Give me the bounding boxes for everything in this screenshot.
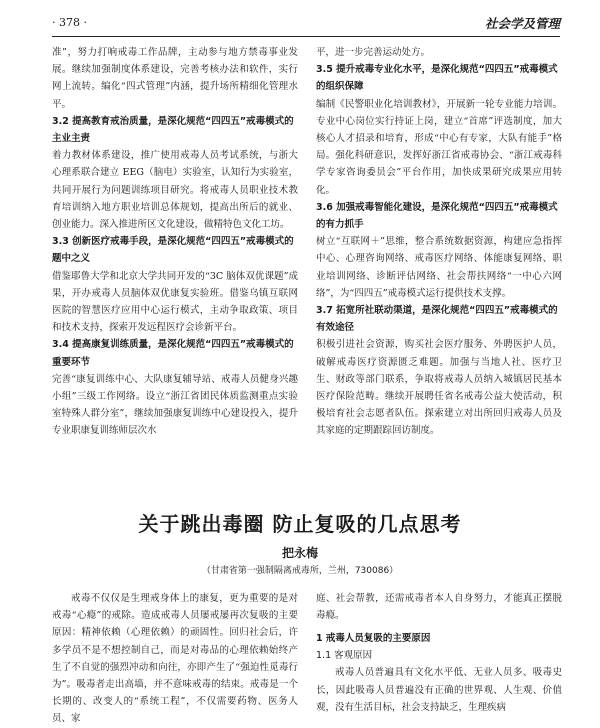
heading-3-6: 3.6 加强戒毒智能化建设，是深化规范“四四五”戒毒模式的有力抓手 <box>316 201 558 231</box>
paragraph-3-5: 编制《民警职业化培训教材》，开展新一轮专业能力培训。专业中心岗位实行持证上岗，建立“首席”评选制度，加大核心人才招录和培育，形成“中心有专家，大队有能手”格局。强化科研意识，发挥好浙江省戒毒协会、“浙江戒毒科学专家咨询委员会”平台作用，加快成果研究成果应用转化。 <box>316 98 562 196</box>
left-column <box>52 44 298 437</box>
intro-paragraph-continued: 庭、社会帮教，还需戒毒者本人自身努力，才能真正摆脱毒瘾。 <box>316 593 562 622</box>
paragraph-continued-right: 平，进一步完善运动处方。 <box>316 47 431 58</box>
heading-3-4: 3.4 提高康复训练质量，是深化规范“四四五”戒毒模式的重要环节 <box>52 339 294 368</box>
heading-3-7: 3.7 拓宽所社联动渠道，是深化规范“四四五”戒毒模式的有效途径 <box>316 305 558 334</box>
paragraph-3-4: 完善“康复训练中心、大队康复辅导站、戒毒人员健身兴趣小组”三级工作网络。设立“浙江省团民体质监测重点实验室特殊人群分室”，继续加强康复训练中心建设投入，提升专业职康复训练师层次水 <box>52 373 298 437</box>
paragraph-3-7: 积极引进社会资源，购买社会医疗服务、外聘医护人员，破解戒毒医疗资源匮乏难题。加强与当地人社、医疗卫生、财政等部门联系，争取将戒毒人员纳入城镇居民基本医疗保险范畴。继续开展聘任省名戒毒公益大使活动，积极培育社会志愿者队伍。探索建立对出所回归戒毒人员及其家庭的定期跟踪回访制度。 <box>316 339 562 437</box>
paragraph-1-1: 戒毒人员普遍具有文化水平低、无业人员多、吸毒史长，因此吸毒人员普遍没有正确的世界观、人生观、价值观，没有生活目标，社会支持缺乏，生理疾病 <box>316 667 562 713</box>
heading-3-3: 3.3 创新医疗戒毒手段，是深化规范“四四五”戒毒模式的题中之义 <box>52 236 294 265</box>
heading-3-2: 3.2 提高教育戒治质量，是深化规范“四四五”戒毒模式的主业主责 <box>52 115 294 145</box>
article-author: 把永梅 <box>281 546 318 560</box>
author-affiliation: （甘肃省第一强制隔离戒毒所，兰州，730086） <box>201 566 399 576</box>
lower-text-columns <box>52 590 572 723</box>
paragraph-continued: 准”，努力打响戒毒工作品牌，主动参与地方禁毒事业发展。继续加强制度体系建设，完善考核办法和软件，实行网上流转。编化“四式管理”内涵，提升场所精细化管理水平。 <box>52 47 298 110</box>
journal-section-title: 社会学及管理 <box>484 16 560 31</box>
page-header <box>52 14 560 37</box>
page-number: · 378 · <box>52 16 87 29</box>
heading-3-5: 3.5 提升戒毒专业化水平，是深化规范“四四五”戒毒模式的组织保障 <box>316 64 558 93</box>
lower-left-column <box>52 590 298 723</box>
heading-1: 1 戒毒人员复吸的主要原因 <box>316 633 431 645</box>
lower-right-column <box>316 590 562 723</box>
intro-paragraph: 戒毒不仅仅是生理戒身体上的康复，更为重要的是对戒毒“心瘾”的戒除。造成戒毒人员屡戒屡再次复吸的主要原因：精神依赖（心理依赖）的顽固性。回归社会后，许多学员不是不想控制自己，而是对毒品的心理依赖始终产生了不自觉的强烈冲动和向往，亦即产生了“强迫性觅毒行为”。吸毒者走出高墙，并不意味戒毒的结束。戒毒是一个长期的、改变人的“系统工程”，不仅需要药物、医务人员、家 <box>52 593 298 725</box>
paragraph-3-3: 借鉴耶鲁大学和北京大学共同开发的“3C 脑体双优课题”成果，开办戒毒人员脑体双优康复实验班。借鉴乌镇互联网医院的智慧医疗应用中心运行模式，主动争取政策、项目和技术支持，探索开发远程医疗会诊新平台。 <box>52 270 298 334</box>
article-title: 关于跳出毒圈 防止复吸的几点思考 <box>138 512 462 536</box>
paragraph-3-6: 树立“互联网＋”思维，整合系统数据资源，构建应急指挥中心、心理咨询网络、戒毒医疗网络、体能康复网络、职业培训网络、诊断评估网络、社会帮扶网络“一中心六网络”，为“四四五”戒毒模式运行提供技术支撑。 <box>316 236 562 299</box>
heading-1-1: 1.1 客观原因 <box>316 650 373 662</box>
right-column <box>316 44 562 437</box>
paragraph-3-2: 着力教材体系建设，推广使用戒毒人员考试系统，与浙大心理系联合建立 EEG（脑电）实验室，认知行为实验室，共同开展行为问题训练项目研究。将戒毒人员职业技术教育培训纳入地方职业培训总体规划，提高出所后的就业、创业能力。深入推进所区文化建设，做精特色文化工坊。 <box>52 150 298 231</box>
upper-text-columns <box>52 44 572 437</box>
